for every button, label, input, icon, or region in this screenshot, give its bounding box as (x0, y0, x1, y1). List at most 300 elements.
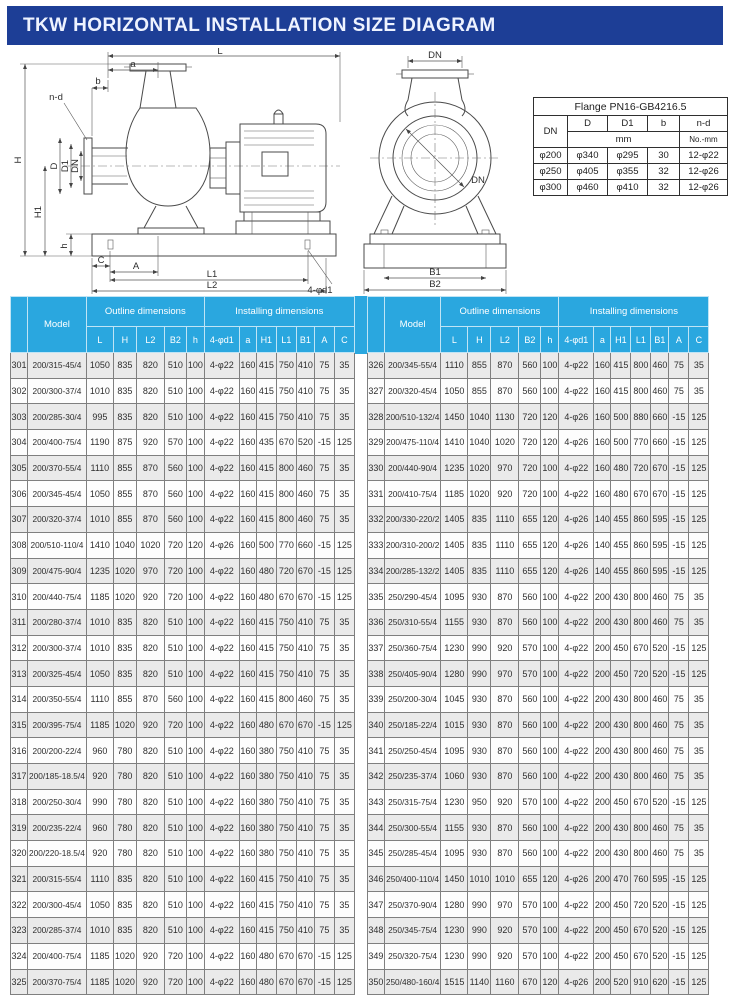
row-number-cell: 338 (367, 661, 384, 687)
table-row (11, 353, 355, 379)
value-cell: 4-φ22 (204, 789, 239, 815)
value-cell: 500 (611, 430, 631, 456)
value-cell: 870 (491, 353, 519, 379)
value-cell: 835 (113, 892, 136, 918)
value-cell: 510 (164, 353, 186, 379)
value-cell: 1140 (468, 969, 491, 995)
value-cell: 75 (669, 584, 689, 610)
value-cell: 510 (164, 738, 186, 764)
value-cell: 4-φ22 (204, 378, 239, 404)
value-cell: 670 (296, 943, 314, 969)
row-number-cell: 321 (11, 866, 28, 892)
model-cell: 200/410-75/4 (384, 481, 441, 507)
value-cell: 520 (611, 969, 631, 995)
value-cell: 100 (186, 507, 204, 533)
value-cell: 835 (468, 532, 491, 558)
value-cell: 1410 (86, 532, 113, 558)
value-cell: 835 (113, 353, 136, 379)
pump-body-outline (84, 64, 240, 234)
value-cell: 120 (541, 866, 559, 892)
value-cell: 870 (491, 712, 519, 738)
value-cell: 125 (334, 969, 354, 995)
column-header: L (86, 327, 113, 353)
value-cell: 820 (136, 918, 164, 944)
flange-cell: φ300 (534, 180, 568, 196)
value-cell: 870 (491, 686, 519, 712)
model-cell: 200/250-30/4 (28, 789, 87, 815)
value-cell: 670 (631, 789, 651, 815)
value-cell: 990 (468, 661, 491, 687)
value-cell: 655 (519, 558, 541, 584)
value-cell: 4-φ22 (204, 918, 239, 944)
value-cell: 75 (314, 738, 334, 764)
value-cell: 125 (689, 918, 709, 944)
value-cell: 1045 (441, 686, 468, 712)
value-cell: 200 (594, 969, 611, 995)
value-cell: 820 (136, 738, 164, 764)
value-cell: 1095 (441, 841, 468, 867)
table-row (11, 378, 355, 404)
column-header: L2 (136, 327, 164, 353)
value-cell: 920 (86, 764, 113, 790)
table-row (367, 943, 709, 969)
value-cell: 125 (334, 558, 354, 584)
value-cell: 780 (113, 738, 136, 764)
value-cell: 720 (519, 404, 541, 430)
value-cell: -15 (314, 712, 334, 738)
value-cell: 380 (256, 841, 276, 867)
value-cell: 570 (519, 943, 541, 969)
flange-cell: 12-φ22 (680, 148, 728, 164)
value-cell: 75 (314, 353, 334, 379)
value-cell: 560 (519, 712, 541, 738)
value-cell: 990 (86, 789, 113, 815)
dim-label-a: a (130, 59, 136, 70)
value-cell: 450 (611, 661, 631, 687)
value-cell: 75 (669, 353, 689, 379)
value-cell: 910 (631, 969, 651, 995)
spec-tables-section (10, 296, 709, 995)
model-cell: 200/370-75/4 (28, 969, 87, 995)
value-cell: 1020 (113, 584, 136, 610)
value-cell: 460 (296, 481, 314, 507)
pump-front-view-drawing (350, 50, 540, 297)
value-cell: 75 (314, 507, 334, 533)
value-cell: 720 (164, 584, 186, 610)
table-row (11, 892, 355, 918)
value-cell: 995 (86, 404, 113, 430)
value-cell: 75 (669, 841, 689, 867)
value-cell: 160 (239, 404, 256, 430)
dim-label-L2: L2 (206, 280, 218, 291)
value-cell: 200 (594, 584, 611, 610)
value-cell: 100 (186, 969, 204, 995)
column-header: H (113, 327, 136, 353)
value-cell: 870 (491, 584, 519, 610)
value-cell: 200 (594, 686, 611, 712)
table-row (367, 532, 709, 558)
flange-row (534, 148, 728, 164)
value-cell: 510 (164, 635, 186, 661)
value-cell: 35 (334, 815, 354, 841)
value-cell: 415 (256, 892, 276, 918)
baseplate-outline (92, 234, 336, 256)
value-cell: 160 (239, 841, 256, 867)
value-cell: 100 (186, 892, 204, 918)
model-cell: 200/320-45/4 (384, 378, 441, 404)
value-cell: 835 (113, 866, 136, 892)
row-number-cell: 310 (11, 584, 28, 610)
value-cell: 1160 (491, 969, 519, 995)
value-cell: 670 (296, 584, 314, 610)
number-column-header (11, 297, 28, 353)
value-cell: 35 (689, 378, 709, 404)
table-row (11, 430, 355, 456)
value-cell: 1515 (441, 969, 468, 995)
value-cell: 160 (239, 866, 256, 892)
value-cell: 670 (631, 635, 651, 661)
column-header: h (186, 327, 204, 353)
value-cell: 860 (631, 532, 651, 558)
row-number-cell: 346 (367, 866, 384, 892)
row-number-cell: 324 (11, 943, 28, 969)
value-cell: 4-φ26 (559, 969, 594, 995)
value-cell: 1020 (113, 969, 136, 995)
value-cell: 820 (136, 609, 164, 635)
value-cell: 720 (164, 969, 186, 995)
value-cell: 960 (86, 815, 113, 841)
value-cell: 200 (594, 918, 611, 944)
value-cell: 1020 (468, 481, 491, 507)
model-cell: 200/285-30/4 (28, 404, 87, 430)
model-cell: 200/350-55/4 (28, 686, 87, 712)
value-cell: -15 (314, 943, 334, 969)
value-cell: 1010 (468, 866, 491, 892)
value-cell: 125 (689, 532, 709, 558)
model-cell: 250/315-75/4 (384, 789, 441, 815)
value-cell: 510 (164, 609, 186, 635)
model-cell: 200/185-18.5/4 (28, 764, 87, 790)
table-row (11, 661, 355, 687)
value-cell: -15 (669, 558, 689, 584)
value-cell: 800 (276, 686, 296, 712)
value-cell: 415 (256, 378, 276, 404)
value-cell: 570 (519, 918, 541, 944)
value-cell: 4-φ22 (559, 918, 594, 944)
table-row (367, 841, 709, 867)
value-cell: 870 (136, 455, 164, 481)
value-cell: 125 (689, 404, 709, 430)
flange-cell: 30 (648, 148, 680, 164)
value-cell: 1110 (491, 558, 519, 584)
row-number-cell: 305 (11, 455, 28, 481)
value-cell: 35 (334, 789, 354, 815)
model-cell: 200/475-110/4 (384, 430, 441, 456)
value-cell: 1060 (441, 764, 468, 790)
value-cell: 1050 (86, 892, 113, 918)
value-cell: 380 (256, 815, 276, 841)
model-cell: 250/200-30/4 (384, 686, 441, 712)
value-cell: 415 (256, 635, 276, 661)
value-cell: 595 (651, 507, 669, 533)
value-cell: 750 (276, 738, 296, 764)
value-cell: 835 (468, 558, 491, 584)
tables-divider (355, 296, 367, 995)
value-cell: 160 (594, 481, 611, 507)
value-cell: 1185 (86, 969, 113, 995)
value-cell: 410 (296, 841, 314, 867)
value-cell: -15 (669, 866, 689, 892)
value-cell: 780 (113, 789, 136, 815)
value-cell: 560 (519, 764, 541, 790)
value-cell: 835 (113, 918, 136, 944)
value-cell: 100 (186, 841, 204, 867)
outline-dimensions-header: Outline dimensions (86, 297, 204, 327)
flange-row (534, 180, 728, 196)
value-cell: 1040 (468, 430, 491, 456)
value-cell: 35 (334, 404, 354, 430)
value-cell: 800 (631, 712, 651, 738)
value-cell: -15 (314, 558, 334, 584)
value-cell: 4-φ22 (559, 635, 594, 661)
value-cell: 770 (276, 532, 296, 558)
value-cell: 160 (239, 353, 256, 379)
value-cell: 160 (239, 943, 256, 969)
column-header: L (441, 327, 468, 353)
value-cell: 570 (519, 635, 541, 661)
value-cell: 1185 (86, 584, 113, 610)
value-cell: 560 (519, 815, 541, 841)
value-cell: 140 (594, 507, 611, 533)
value-cell: 990 (468, 918, 491, 944)
value-cell: 750 (276, 635, 296, 661)
column-header: C (334, 327, 354, 353)
value-cell: 510 (164, 661, 186, 687)
value-cell: 560 (164, 481, 186, 507)
value-cell: 770 (631, 430, 651, 456)
value-cell: -15 (669, 943, 689, 969)
value-cell: 1020 (113, 943, 136, 969)
value-cell: 660 (296, 532, 314, 558)
value-cell: 920 (136, 584, 164, 610)
value-cell: 4-φ22 (204, 661, 239, 687)
value-cell: 870 (491, 764, 519, 790)
value-cell: 670 (276, 969, 296, 995)
value-cell: 120 (541, 558, 559, 584)
value-cell: 560 (519, 841, 541, 867)
value-cell: 500 (256, 532, 276, 558)
value-cell: 510 (164, 789, 186, 815)
value-cell: 4-φ26 (204, 532, 239, 558)
value-cell: 200 (594, 712, 611, 738)
value-cell: 920 (491, 789, 519, 815)
value-cell: 125 (689, 661, 709, 687)
value-cell: 160 (239, 455, 256, 481)
value-cell: 750 (276, 609, 296, 635)
value-cell: 4-φ22 (559, 738, 594, 764)
value-cell: 750 (276, 841, 296, 867)
value-cell: 1405 (441, 558, 468, 584)
value-cell: 820 (136, 404, 164, 430)
value-cell: 800 (631, 841, 651, 867)
table-row (11, 558, 355, 584)
model-cell: 250/370-90/4 (384, 892, 441, 918)
value-cell: 160 (239, 481, 256, 507)
value-cell: 415 (256, 918, 276, 944)
value-cell: 670 (276, 430, 296, 456)
value-cell: 75 (669, 686, 689, 712)
value-cell: 520 (651, 892, 669, 918)
dim-label-B2: B2 (429, 279, 441, 290)
value-cell: 100 (186, 609, 204, 635)
value-cell: 125 (689, 969, 709, 995)
column-header: B1 (296, 327, 314, 353)
value-cell: 510 (164, 918, 186, 944)
flange-cell: φ405 (568, 164, 608, 180)
value-cell: -15 (314, 969, 334, 995)
value-cell: 100 (541, 455, 559, 481)
value-cell: 570 (164, 430, 186, 456)
flange-table (533, 97, 728, 196)
value-cell: 570 (519, 892, 541, 918)
value-cell: 430 (611, 712, 631, 738)
model-cell: 250/310-55/4 (384, 609, 441, 635)
value-cell: 200 (594, 635, 611, 661)
row-number-cell: 329 (367, 430, 384, 456)
value-cell: 950 (468, 789, 491, 815)
table-row (11, 764, 355, 790)
value-cell: 820 (136, 841, 164, 867)
spec-table-left (10, 296, 355, 995)
value-cell: 1110 (86, 686, 113, 712)
value-cell: 970 (491, 661, 519, 687)
model-cell: 200/300-37/4 (28, 378, 87, 404)
table-row (11, 738, 355, 764)
value-cell: 430 (611, 764, 631, 790)
row-number-cell: 301 (11, 353, 28, 379)
value-cell: 4-φ22 (204, 430, 239, 456)
flange-cell: 32 (648, 180, 680, 196)
value-cell: 100 (186, 378, 204, 404)
column-header: H1 (611, 327, 631, 353)
value-cell: 870 (491, 841, 519, 867)
value-cell: 930 (468, 738, 491, 764)
column-header: h (541, 327, 559, 353)
value-cell: 4-φ22 (204, 712, 239, 738)
value-cell: 920 (136, 712, 164, 738)
value-cell: 75 (314, 815, 334, 841)
value-cell: 410 (296, 661, 314, 687)
row-number-cell: 302 (11, 378, 28, 404)
value-cell: 990 (468, 635, 491, 661)
value-cell: 35 (689, 815, 709, 841)
value-cell: 160 (239, 764, 256, 790)
value-cell: 160 (239, 430, 256, 456)
value-cell: 520 (651, 918, 669, 944)
table-row (11, 635, 355, 661)
value-cell: 160 (239, 507, 256, 533)
dim-label-DN-top: DN (428, 50, 442, 61)
value-cell: 120 (541, 507, 559, 533)
value-cell: 800 (631, 353, 651, 379)
model-cell: 200/235-22/4 (28, 815, 87, 841)
value-cell: 200 (594, 943, 611, 969)
value-cell: 200 (594, 609, 611, 635)
value-cell: 1110 (441, 353, 468, 379)
value-cell: 75 (314, 764, 334, 790)
value-cell: 1110 (491, 507, 519, 533)
value-cell: 510 (164, 404, 186, 430)
value-cell: 750 (276, 378, 296, 404)
value-cell: 75 (669, 738, 689, 764)
value-cell: 100 (541, 661, 559, 687)
flange-table-title: Flange PN16-GB4216.5 (534, 98, 728, 116)
value-cell: 870 (491, 378, 519, 404)
value-cell: 160 (239, 558, 256, 584)
value-cell: 160 (594, 430, 611, 456)
row-number-cell: 343 (367, 789, 384, 815)
value-cell: 100 (186, 481, 204, 507)
value-cell: 35 (334, 661, 354, 687)
model-cell: 250/300-55/4 (384, 815, 441, 841)
value-cell: 860 (631, 558, 651, 584)
value-cell: 780 (113, 815, 136, 841)
value-cell: -15 (669, 404, 689, 430)
value-cell: 870 (491, 815, 519, 841)
value-cell: 410 (296, 404, 314, 430)
value-cell: 4-φ22 (204, 609, 239, 635)
value-cell: 140 (594, 532, 611, 558)
column-header: B2 (519, 327, 541, 353)
value-cell: 160 (239, 712, 256, 738)
table-row (367, 507, 709, 533)
value-cell: 820 (136, 635, 164, 661)
value-cell: 870 (136, 686, 164, 712)
dim-label-L: L (217, 48, 223, 57)
number-column-header (367, 297, 384, 353)
row-number-cell: 342 (367, 764, 384, 790)
spec-table-right-body (367, 353, 709, 995)
table-row (367, 764, 709, 790)
row-number-cell: 347 (367, 892, 384, 918)
value-cell: 855 (113, 481, 136, 507)
row-number-cell: 304 (11, 430, 28, 456)
value-cell: 415 (256, 686, 276, 712)
value-cell: 470 (611, 866, 631, 892)
value-cell: 1280 (441, 661, 468, 687)
value-cell: 4-φ22 (204, 738, 239, 764)
value-cell: 1230 (441, 943, 468, 969)
value-cell: 560 (519, 584, 541, 610)
value-cell: 415 (256, 507, 276, 533)
flange-cell: 32 (648, 164, 680, 180)
row-number-cell: 316 (11, 738, 28, 764)
row-number-cell: 317 (11, 764, 28, 790)
value-cell: 800 (631, 378, 651, 404)
model-cell: 250/250-45/4 (384, 738, 441, 764)
value-cell: 100 (186, 738, 204, 764)
row-number-cell: 349 (367, 943, 384, 969)
value-cell: -15 (669, 455, 689, 481)
value-cell: 990 (468, 943, 491, 969)
value-cell: -15 (669, 969, 689, 995)
value-cell: 990 (468, 892, 491, 918)
value-cell: 415 (611, 353, 631, 379)
value-cell: 4-φ26 (559, 866, 594, 892)
flange-table-body (534, 148, 728, 196)
value-cell: 920 (491, 943, 519, 969)
row-number-cell: 340 (367, 712, 384, 738)
